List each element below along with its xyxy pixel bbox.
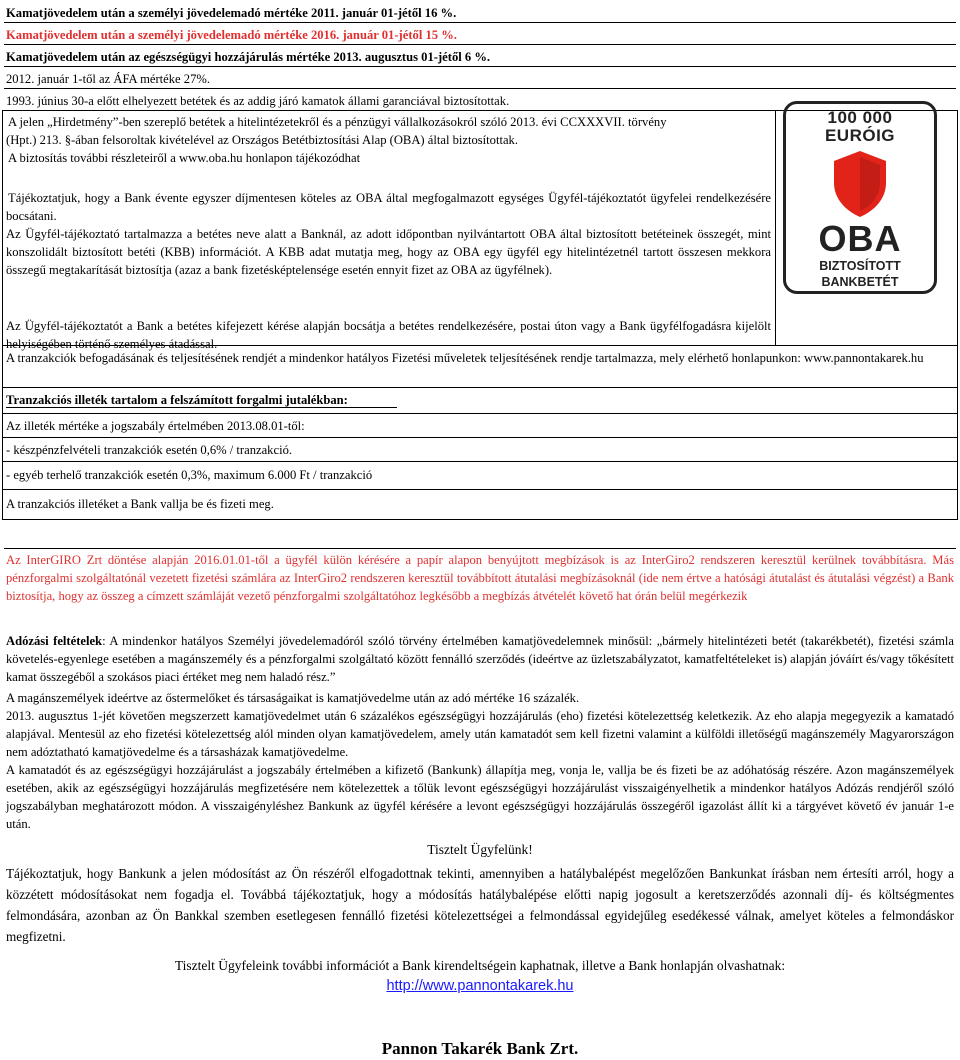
oba-logo-amount: 100 000	[827, 108, 893, 127]
vat-line: 2012. január 1-től az ÁFA mértéke 27%.	[6, 72, 211, 86]
oba-logo-insured: BIZTOSÍTOTT	[819, 259, 901, 273]
rate-line-eho: Kamatjövedelem után az egészségügyi hozzájárulás mértéke 2013. augusztus 01-jétől 6 %.	[6, 50, 491, 64]
oba-website-line: A biztosítás további részleteiről a www.oba.hu honlapon tájékozódhat	[8, 151, 361, 165]
bank-website-link[interactable]: http://www.pannontakarek.hu	[386, 978, 574, 994]
top-section	[0, 0, 960, 110]
oba-logo-deposit: BANKBETÉT	[821, 275, 899, 289]
deposit-guarantee-line: 1993. június 30-a előtt elhelyezett betétek és az addig járó kamatok állami garanciával biztosítottak.	[6, 94, 510, 108]
transaction-rules	[6, 349, 954, 367]
transaction-rules-url[interactable]: www.pannontakarek.hu	[804, 351, 924, 365]
oba-info-para2: Az Ügyfél-tájékoztató tartalmazza a betétes neve alatt a Banknál, az adott időpontban nyilvántartott OBA által biztosított betéteinek összegét, mint konszolidált biztosított betéti (KBB) információt. A KBB adat mutatja meg, hogy az OBA egy ügyfél egy hitelintézetnél tartott összesen mekkora összegű megtakarítását biztosítja (azaz a bank fizetésképtelensége esetén ennyit fizet az OBA az ügyfélnek).	[6, 227, 771, 277]
oba-logo-title: OBA	[818, 218, 902, 259]
levy-title-underline	[6, 407, 397, 408]
levy-other: - egyéb terhelő tranzakciók esetén 0,3%, maximum 6.000 Ft / tranzakció	[6, 468, 373, 482]
divider	[2, 437, 958, 438]
tax-private: A magánszemélyek ideértve az őstermelőket és társaságaikat is kamatjövedelme után az adó mértéke 16 százalék.	[6, 691, 580, 705]
levy-title: Tranzakciós illeték tartalom a felszámított forgalmi jutalékban:	[6, 393, 348, 407]
transaction-rules-text: A tranzakciók befogadásának és teljesítésének rendjét a mindenkor hatályos Fizetési műveletek teljesítésének rendje tartalmazza, mely elérhető honlapunkon:	[6, 351, 801, 365]
levy-bank: A tranzakciós illetéket a Bank vallja be és fizeti meg.	[6, 497, 274, 511]
greeting: Tisztelt Ügyfelünk!	[427, 842, 533, 857]
oba-info-para3: Az Ügyfél-tájékoztatót a Bank a betétes kifejezett kérése alapján bocsátja a betétes rendelkezésére, postai úton vagy a Bank ügyfélfogadásra kijelölt helyiségében történő személyes átadással.	[6, 319, 771, 351]
divider	[2, 387, 958, 388]
levy-rate: Az illeték mértéke a jogszabály értelmében 2013.08.01-től:	[6, 419, 305, 433]
rate-line-2016: Kamatjövedelem után a személyi jövedelemadó mértéke 2016. január 01-jétől 15 %.	[6, 28, 457, 42]
oba-statement-line2: (Hpt.) 213. §-ában felsoroltak kivételével az Országos Betétbiztosítási Alap (OBA) által biztosítottak.	[6, 133, 519, 147]
intergiro-notice: Az InterGIRO Zrt döntése alapján 2016.01.01-től a ügyfél külön kérésére a papír alapon benyújtott megbízások is az InterGiro2 rendszeren keresztül kerülnek továbbításra. Más pénzforgalmi szolgáltatónál vezetett fizetési számlára az InterGiro2 rendszeren keresztül továbbított átutalási megbízásoknál (ide nem értve a hatósági átutalást és átutalási végzést) a Bank biztosítja, hogy az összeg a címzett számláját vezető pénzforgalmi szolgáltatóhoz legkésőbb a megbízás átvételét követő hat órán belül megérkezik	[6, 553, 954, 603]
oba-info-para1: Tájékoztatjuk, hogy a Bank évente egyszer díjmentesen köteles az OBA által megfogalmazott egységes Ügyfél-tájékoztatót ügyfelei rendelkezésére bocsátani.	[6, 191, 771, 223]
levy-cash: - készpénzfelvételi tranzakciók esetén 0,6% / tranzakció.	[6, 443, 293, 457]
divider	[4, 66, 956, 67]
logo-divider	[775, 110, 776, 345]
shield-icon	[830, 149, 890, 219]
rate-line-2011: Kamatjövedelem után a személyi jövedelemadó mértéke 2011. január 01-jétől 16 %.	[6, 6, 457, 20]
oba-statement-line1: A jelen „Hirdetmény”-ben szereplő betétek a hitelintézetekről és a pénzügyi vállalkozásokról szóló 2013. évi CCXXXVII. törvény	[8, 115, 667, 129]
signature: Pannon Takarék Bank Zrt.	[381, 1039, 579, 1058]
tax-label: Adózási feltételek	[6, 634, 103, 648]
tax-intro	[6, 632, 954, 686]
info-text: Tisztelt Ügyfeleink további információt a Bank kirendeltségein kaphatnak, illetve a Bank honlapján olvashatnak:	[174, 958, 786, 973]
modification-notice: Tájékoztatjuk, hogy Bankunk a jelen módosítást az Ön részéről elfogadottnak tekinti, amennyiben a hatálybalépést megelőzően Bankunkat írásban nem értesíti arról, hogy a közzétett módosításokat nem fogadja el. Továbbá tájékoztatjuk, hogy a módosítás hatálybalépése előtti napig jogosult a keretszerződés azonnali díj- és költségmentes felmondására, azonban az Ön Bankkal szemben esetlegesen fennálló fizetési kötelezettségei a felmondással egyidejűleg esedékessé válnak, amelyet köteles a felmondáskor megfizetni.	[6, 866, 954, 944]
oba-logo-currency: EURÓIG	[824, 126, 896, 145]
divider	[2, 489, 958, 490]
divider	[2, 413, 958, 414]
tax-intro-text: : A mindenkor hatályos Személyi jövedelemadóról szóló törvény értelmében kamatjövedelemnek minősül: „bármely hitelintézeti betét (takarékbetét), fizetési számla követelés-egyenlege esetében a magánszemély és a pénzforgalmi szolgáltató között fennálló szerződés (ideértve az üzletszabályzatot, kamatfeltételeket is) alapján jóváírt és/vagy tőkésített kamat összegéből a szokásos piaci értéket meg nem haladó rész.”	[6, 634, 955, 684]
tax-withholding: A kamatadót és az egészségügyi hozzájárulást a jogszabály értelmében a kifizető (Bankunk) állapítja meg, vonja le, vallja be és fizeti be az adóhatóság részére. Azon magánszemélyek esetében, akik az egészségügyi hozzájárulás megfizetésére nem kötelezettek a tőlük levont egészségügyi hozzájárulást visszaigényelhetik a mindenkor hatályos Adózás rendjéről szóló jogszabályban meghatározott módon. A visszaigényléshez Bankunk az ügyfél kérésére a levont egészségügyi hozzájárulás összegéről igazolást állít ki a tárgyévet követő év január 1-e után.	[6, 763, 954, 831]
tax-health: 2013. augusztus 1-jét követően megszerzett kamatjövedelmet után 6 százalékos egészségügyi hozzájárulás (eho) fizetési kötelezettség keletkezik. Az eho alapja megegyezik a kamatadó alapjával. Mentesül az eho fizetési kötelezettség alól minden olyan kamatjövedelem, amely után kamatadót sem kell fizetni valamint a külföldi illetőségű magánszemély Magyarországon nem adóztatható kamatjövedelme és a társasházak kamatjövedelme.	[6, 709, 954, 759]
oba-logo	[783, 101, 937, 294]
divider	[4, 44, 956, 45]
divider	[4, 548, 956, 549]
divider	[2, 461, 958, 462]
divider	[4, 22, 956, 23]
bank-website-wrap	[0, 976, 960, 996]
divider	[4, 88, 956, 89]
